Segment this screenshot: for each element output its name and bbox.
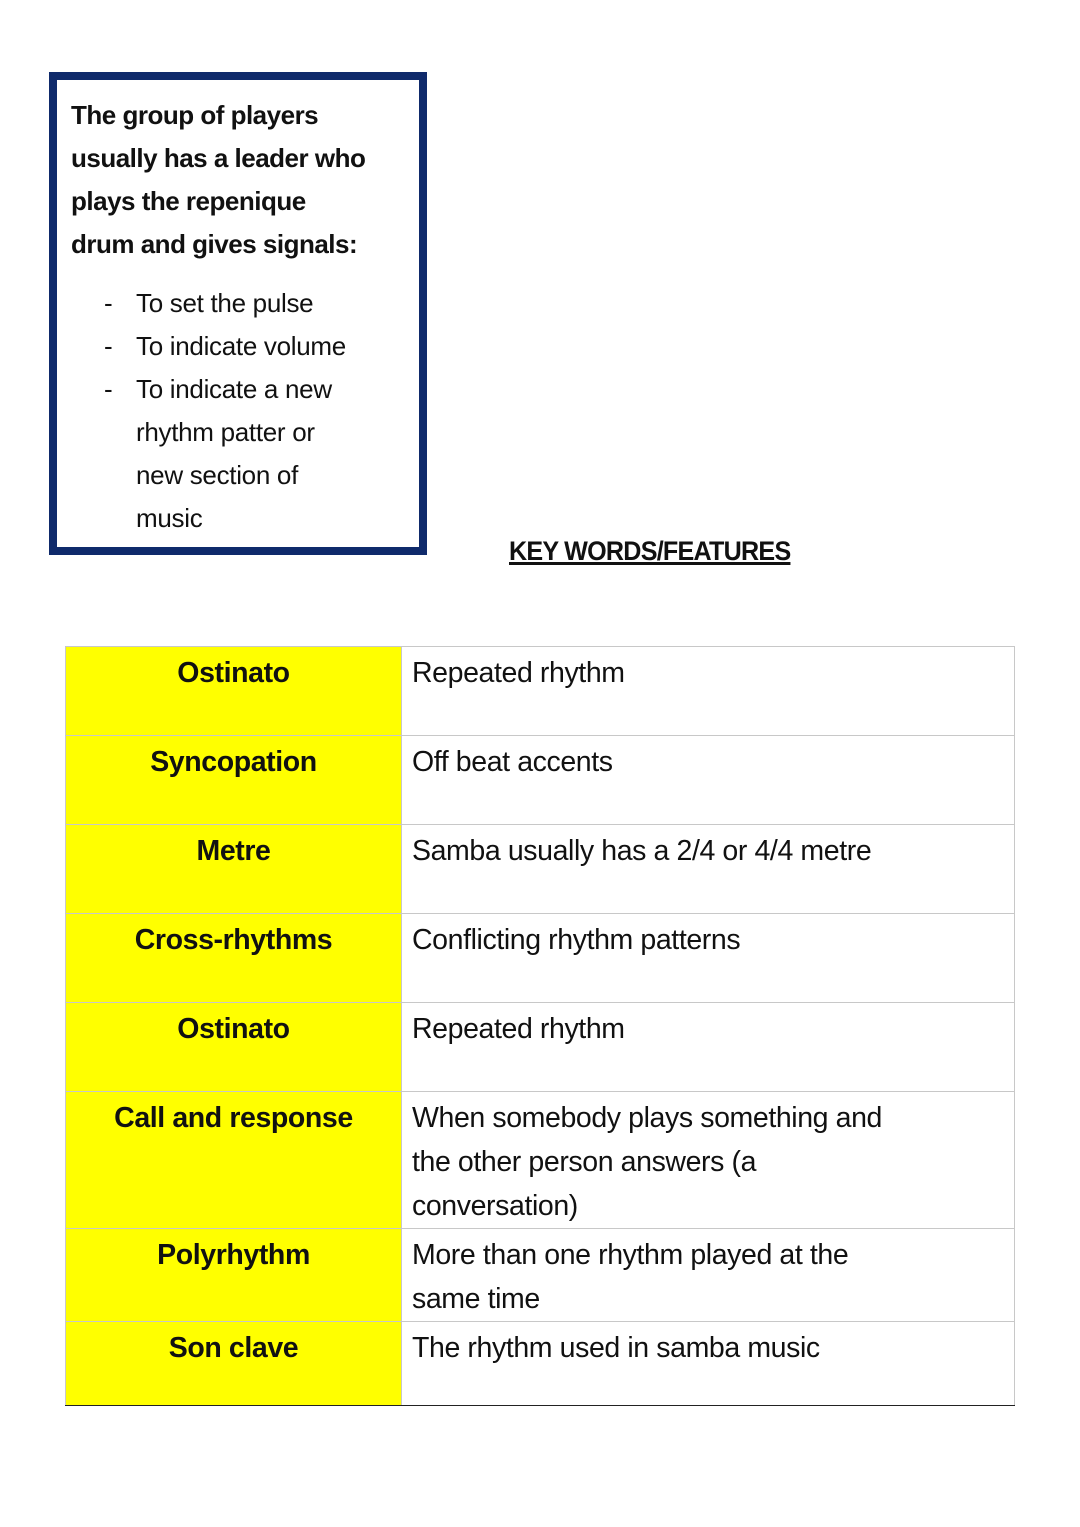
bullet-line: To set the pulse xyxy=(136,288,314,318)
title-line: The group of players xyxy=(71,100,319,130)
table-row xyxy=(66,1092,1015,1229)
bullet-item xyxy=(57,325,346,368)
key-words-table xyxy=(65,646,1015,1406)
term-cell: Ostinato xyxy=(66,647,402,736)
bullet-line: music xyxy=(136,503,203,533)
key-words-heading: KEY WORDS/FEATURES xyxy=(509,536,791,566)
table-row xyxy=(66,1003,1015,1092)
bullet-text xyxy=(136,325,346,368)
definition-line: Off beat accents xyxy=(412,746,613,778)
definition-cell xyxy=(402,736,1015,825)
bullet-text xyxy=(136,368,346,540)
info-box xyxy=(49,72,427,555)
title-line: plays the repenique xyxy=(71,186,306,216)
definition-line: Conflicting rhythm patterns xyxy=(412,924,741,956)
bullet-text xyxy=(136,282,346,325)
term-cell: Call and response xyxy=(66,1092,402,1229)
definition-line: When somebody plays something and xyxy=(412,1102,882,1134)
definition-line: the other person answers (a xyxy=(412,1146,757,1178)
title-line: usually has a leader who xyxy=(71,143,366,173)
definition-cell xyxy=(402,825,1015,914)
table-row xyxy=(66,736,1015,825)
definition-line: Samba usually has a 2/4 or 4/4 metre xyxy=(412,835,872,867)
term-cell: Cross-rhythms xyxy=(66,914,402,1003)
term-cell: Syncopation xyxy=(66,736,402,825)
definition-cell xyxy=(402,1003,1015,1092)
table-row xyxy=(66,647,1015,736)
term-cell: Ostinato xyxy=(66,1003,402,1092)
definition-line: More than one rhythm played at the xyxy=(412,1239,849,1271)
term-cell: Metre xyxy=(66,825,402,914)
definition-cell xyxy=(402,647,1015,736)
definition-cell xyxy=(402,1322,1015,1406)
dash-icon: - xyxy=(104,374,113,404)
signal-list xyxy=(57,282,346,540)
definition-cell xyxy=(402,914,1015,1003)
dash-icon: - xyxy=(104,331,113,361)
bullet-item xyxy=(57,368,346,540)
table-row xyxy=(66,825,1015,914)
definition-line: The rhythm used in samba music xyxy=(412,1332,820,1364)
definition-line: Repeated rhythm xyxy=(412,657,625,689)
info-box-title xyxy=(71,94,365,266)
definition-line: same time xyxy=(412,1283,540,1315)
bullet-line: To indicate a new xyxy=(136,374,332,404)
term-cell: Son clave xyxy=(66,1322,402,1406)
table-row xyxy=(66,914,1015,1003)
title-line: drum and gives signals: xyxy=(71,229,358,259)
bullet-item xyxy=(57,282,346,325)
definition-cell xyxy=(402,1092,1015,1229)
table-row xyxy=(66,1322,1015,1406)
term-cell: Polyrhythm xyxy=(66,1229,402,1322)
definition-cell xyxy=(402,1229,1015,1322)
bullet-line: To indicate volume xyxy=(136,331,346,361)
bullet-line: new section of xyxy=(136,460,299,490)
dash-icon: - xyxy=(104,288,113,318)
definition-line: conversation) xyxy=(412,1190,578,1222)
bullet-line: rhythm patter or xyxy=(136,417,315,447)
definition-line: Repeated rhythm xyxy=(412,1013,625,1045)
table-row xyxy=(66,1229,1015,1322)
